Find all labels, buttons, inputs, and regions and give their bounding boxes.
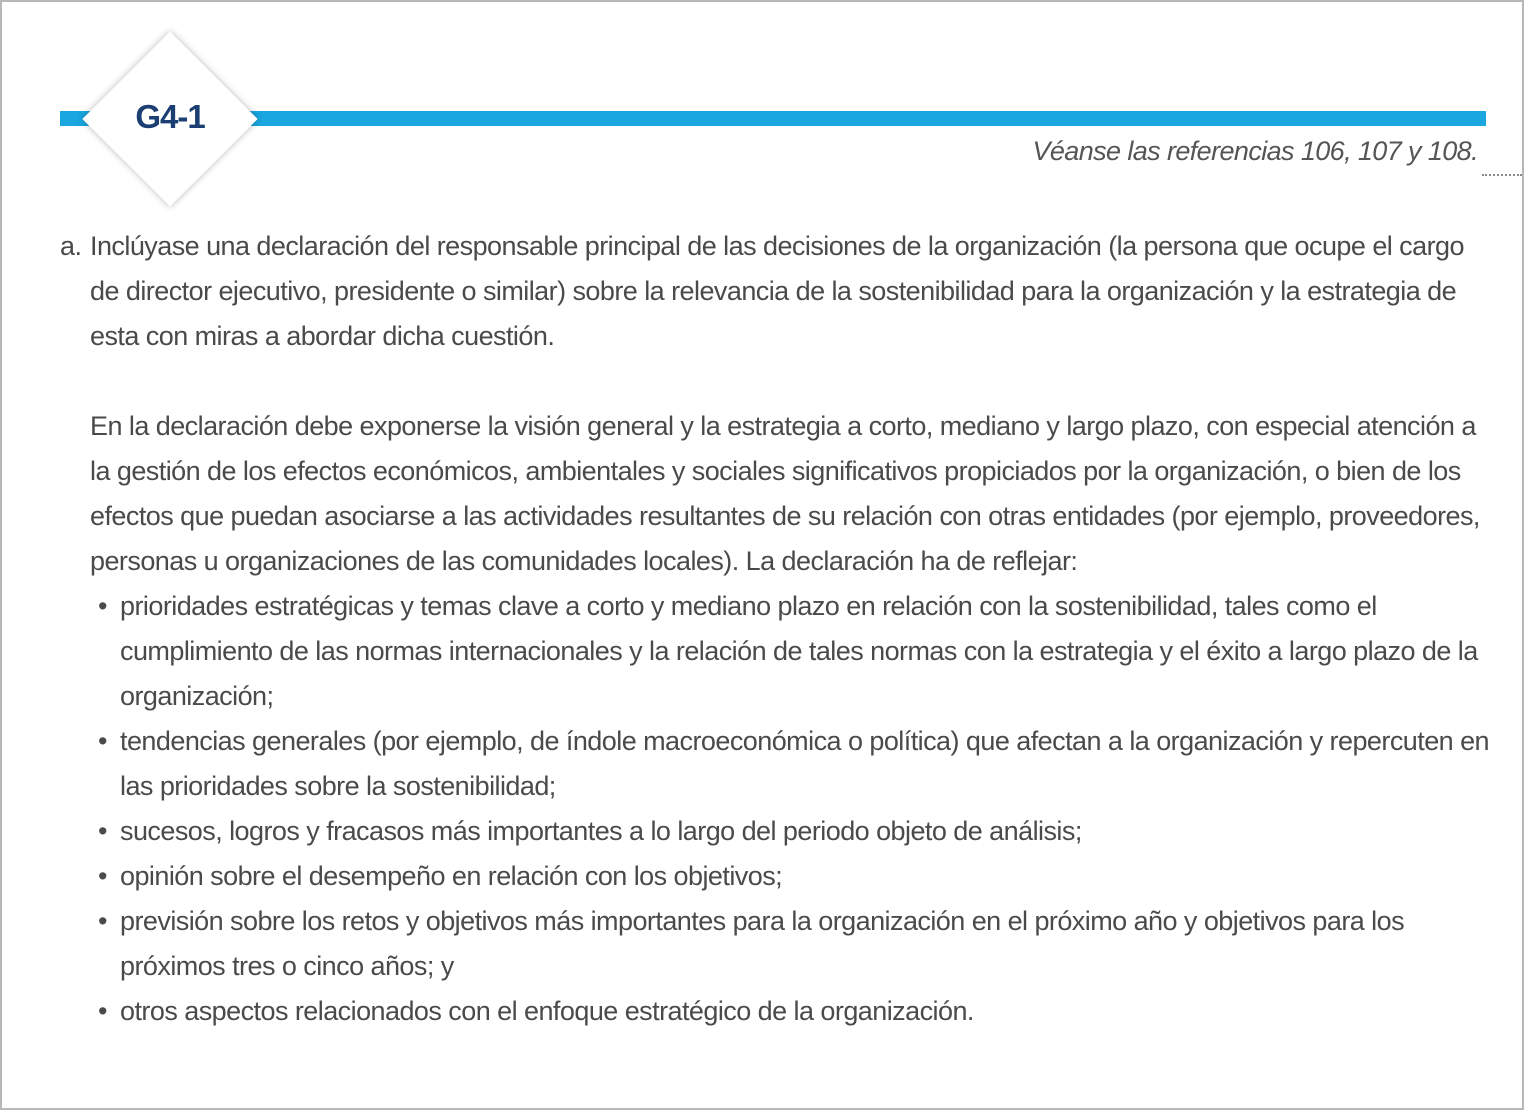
list-item bbox=[90, 854, 1490, 899]
bullet-icon: • bbox=[98, 906, 107, 936]
list-item-text: otros aspectos relacionados con el enfoque estratégico de la organización. bbox=[120, 996, 974, 1026]
bullet-icon: • bbox=[98, 726, 107, 756]
bullet-icon: • bbox=[98, 996, 107, 1026]
item-marker: a. bbox=[60, 231, 82, 261]
item-body bbox=[90, 224, 1490, 1034]
intro-paragraph: Inclúyase una declaración del responsable principal de las decisiones de la organización (la persona que ocupe el cargo de director ejecutivo, presidente o similar) sobre la relevancia de la sostenibilidad para la organización y la estrategia de esta con miras a abordar dicha cuestión. bbox=[90, 231, 1464, 351]
reference-note: Véanse las referencias 106, 107 y 108. bbox=[1032, 136, 1478, 166]
bullet-icon: • bbox=[98, 861, 107, 891]
list-item-text: prioridades estratégicas y temas clave a corto y mediano plazo en relación con la sostenibilidad, tales como el cumplimiento de las normas internacionales y la relación de tales normas con la estrategia y el éxito a largo plazo de la organización; bbox=[120, 591, 1478, 711]
list-item bbox=[90, 989, 1490, 1034]
bullet-list bbox=[90, 584, 1490, 1034]
list-item-text: previsión sobre los retos y objetivos más importantes para la organización en el próximo año y objetivos para los próximos tres o cinco años; y bbox=[120, 906, 1405, 981]
list-item-text: opinión sobre el desempeño en relación con los objetivos; bbox=[120, 861, 783, 891]
list-item bbox=[90, 584, 1490, 719]
list-item bbox=[90, 719, 1490, 809]
header-accent-bar bbox=[60, 111, 1486, 126]
list-item-text: sucesos, logros y fracasos más importantes a lo largo del periodo objeto de análisis; bbox=[120, 816, 1082, 846]
bullet-icon: • bbox=[98, 591, 107, 621]
list-item bbox=[90, 809, 1490, 854]
disclosure-content bbox=[60, 224, 1490, 1034]
details-paragraph: En la declaración debe exponerse la visión general y la estrategia a corto, mediano y largo plazo, con especial atención a la gestión de los efectos económicos, ambientales y sociales significativos propiciados por la organización, o bien de los efectos que puedan asociarse a las actividades resultantes de su relación con otras entidades (por ejemplo, proveedores, personas u organizaciones de las comunidades locales). La declaración ha de reflejar: bbox=[90, 411, 1480, 576]
requirement-item-a bbox=[60, 224, 1490, 1034]
list-item bbox=[90, 899, 1490, 989]
indicator-code: G4-1 bbox=[135, 98, 205, 135]
reference-dotted-rule bbox=[1482, 174, 1522, 176]
list-item-text: tendencias generales (por ejemplo, de índole macroeconómica o política) que afectan a la organización y repercuten en las prioridades sobre la sostenibilidad; bbox=[120, 726, 1490, 801]
bullet-icon: • bbox=[98, 816, 107, 846]
